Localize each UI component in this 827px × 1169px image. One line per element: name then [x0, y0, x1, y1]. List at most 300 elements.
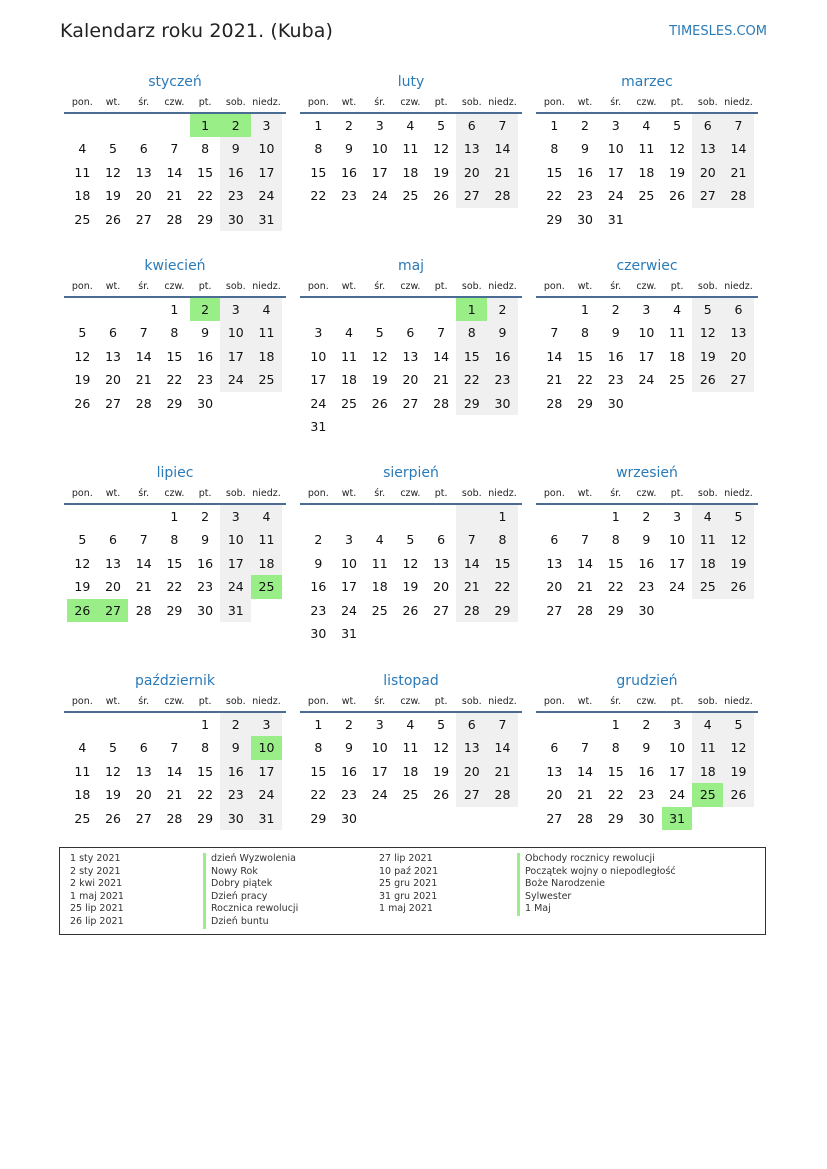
day-cell: 11 — [638, 141, 655, 157]
day-cell: 19 — [433, 763, 450, 779]
site-link[interactable]: TIMESLES.COM — [669, 24, 767, 39]
day-cell: 17 — [371, 164, 388, 180]
day-cell: 28 — [135, 602, 152, 618]
weekday-label: niedz. — [252, 487, 281, 499]
day-cell: 25 — [251, 575, 282, 598]
week-row — [64, 137, 286, 160]
month-title: czerwiec — [616, 258, 678, 274]
day-cell: 13 — [692, 137, 723, 160]
day-cell: 5 — [437, 717, 446, 732]
day-cell: 5 — [375, 325, 384, 341]
month-block — [64, 72, 286, 231]
week-row — [64, 321, 286, 344]
week-row — [300, 368, 522, 391]
weekday-label: pt. — [670, 695, 684, 707]
day-cell: 1 — [456, 298, 487, 321]
day-cell: 1 — [314, 118, 323, 133]
empty-day-cell — [395, 622, 426, 645]
weekday-label: pt. — [434, 695, 448, 707]
day-cell: 8 — [456, 321, 487, 344]
day-cell: 2 — [487, 298, 518, 321]
week-row — [300, 783, 522, 806]
legend-holiday-name: dzień Wyzwolenia — [211, 853, 296, 864]
week-row — [64, 783, 286, 806]
day-cell: 6 — [406, 325, 415, 341]
day-cell: 2 — [314, 532, 323, 548]
weekday-label: sob. — [697, 695, 718, 707]
weekday-header — [64, 92, 286, 112]
day-cell: 28 — [135, 395, 152, 411]
week-row — [536, 392, 758, 415]
day-cell: 22 — [310, 787, 327, 803]
day-cell: 3 — [220, 505, 251, 528]
day-cell: 5 — [109, 141, 117, 157]
day-cell: 6 — [723, 298, 754, 321]
day-cell: 7 — [139, 532, 148, 548]
day-cell: 12 — [723, 736, 754, 759]
day-cell: 27 — [98, 599, 129, 622]
empty-day-cell — [364, 505, 395, 528]
weekday-label: czw. — [164, 487, 185, 499]
day-cell: 23 — [487, 368, 518, 391]
day-cell: 13 — [105, 348, 121, 364]
day-cell: 6 — [456, 713, 487, 736]
empty-day-cell — [251, 392, 282, 415]
week-row — [300, 713, 522, 736]
day-cell: 29 — [166, 395, 183, 411]
day-cell: 24 — [669, 787, 686, 803]
week-row — [536, 368, 758, 391]
week-row — [64, 184, 286, 207]
day-cell: 30 — [220, 208, 251, 231]
day-cell: 13 — [546, 555, 563, 571]
day-cell: 12 — [433, 141, 450, 157]
day-cell: 11 — [341, 348, 357, 364]
legend-holiday-name: Sylwester — [525, 890, 572, 902]
weekday-label: niedz. — [724, 487, 753, 499]
day-cell: 30 — [487, 392, 518, 415]
empty-day-cell — [364, 807, 395, 830]
day-cell: 26 — [402, 602, 419, 618]
week-row — [300, 137, 522, 160]
week-row — [536, 783, 758, 806]
day-cell: 17 — [251, 161, 282, 184]
day-cell: 4 — [251, 298, 282, 321]
day-cell: 2 — [345, 118, 353, 133]
day-cell: 7 — [581, 532, 589, 548]
weekday-header — [536, 92, 758, 112]
day-cell: 24 — [251, 184, 282, 207]
day-cell: 13 — [402, 348, 419, 364]
day-cell: 13 — [433, 555, 450, 571]
day-cell: 5 — [78, 532, 87, 548]
weekday-label: wt. — [105, 280, 121, 292]
day-cell: 4 — [251, 505, 282, 528]
legend-date: 25 lip 2021 — [70, 903, 124, 915]
day-cell: 27 — [546, 810, 563, 826]
empty-day-cell — [303, 298, 334, 321]
empty-day-cell — [364, 622, 395, 645]
day-cell: 25 — [692, 783, 723, 806]
weekday-label: śr. — [610, 96, 622, 108]
day-cell: 23 — [577, 188, 593, 204]
week-row — [64, 807, 286, 830]
week-row — [300, 622, 522, 645]
week-row — [536, 114, 758, 137]
week-row — [64, 713, 286, 736]
day-cell: 1 — [190, 114, 221, 137]
day-cell: 11 — [74, 164, 91, 180]
week-row — [536, 736, 758, 759]
month-title: kwiecień — [144, 258, 206, 274]
legend-holiday-name: Nowy Rok — [211, 865, 258, 877]
day-cell: 17 — [251, 760, 282, 783]
weekday-label: pon. — [71, 487, 93, 499]
month-block — [536, 72, 758, 231]
day-cell: 4 — [78, 740, 87, 756]
day-cell: 6 — [139, 141, 148, 157]
day-cell: 28 — [577, 810, 593, 826]
week-row — [64, 368, 286, 391]
day-cell: 20 — [105, 579, 121, 595]
day-cell: 6 — [550, 740, 559, 756]
day-cell: 18 — [371, 579, 388, 595]
day-cell: 20 — [433, 579, 450, 595]
day-cell: 7 — [723, 114, 754, 137]
legend-dates-left — [70, 853, 124, 929]
weekday-label: pon. — [543, 280, 565, 292]
day-cell: 10 — [669, 532, 686, 548]
day-cell: 9 — [642, 532, 651, 548]
empty-day-cell — [487, 415, 518, 438]
day-cell: 19 — [669, 164, 686, 180]
empty-day-cell — [395, 807, 426, 830]
day-cell: 24 — [371, 787, 388, 803]
day-cell: 25 — [371, 602, 388, 618]
day-cell: 19 — [692, 345, 723, 368]
day-cell: 26 — [723, 783, 754, 806]
day-cell: 24 — [251, 783, 282, 806]
legend-holiday-name: Obchody rocznicy rewolucji — [525, 853, 655, 864]
day-cell: 3 — [611, 118, 620, 133]
day-cell: 16 — [607, 348, 624, 364]
day-cell: 19 — [105, 787, 121, 803]
empty-day-cell — [395, 298, 426, 321]
weekday-label: śr. — [610, 695, 622, 707]
week-row — [300, 599, 522, 622]
week-row — [64, 552, 286, 575]
day-cell: 10 — [371, 740, 388, 756]
day-cell: 7 — [487, 114, 518, 137]
day-cell: 12 — [669, 141, 686, 157]
month-title: marzec — [621, 74, 673, 90]
empty-day-cell — [456, 807, 487, 830]
empty-day-cell — [723, 392, 754, 415]
legend-date: 10 paź 2021 — [379, 865, 439, 877]
week-row — [300, 552, 522, 575]
day-cell: 14 — [487, 137, 518, 160]
day-cell: 22 — [607, 579, 624, 595]
day-cell: 25 — [341, 395, 357, 411]
week-row — [64, 760, 286, 783]
weekday-label: sob. — [225, 695, 246, 707]
legend-date: 25 gru 2021 — [379, 878, 438, 890]
weekday-label: sob. — [225, 487, 246, 499]
day-cell: 15 — [197, 164, 214, 180]
day-cell: 27 — [402, 395, 419, 411]
weekday-header — [536, 483, 758, 503]
day-cell: 21 — [135, 579, 152, 595]
day-cell: 26 — [692, 368, 723, 391]
day-cell: 7 — [170, 740, 179, 756]
day-cell: 21 — [577, 579, 593, 595]
day-cell: 13 — [546, 763, 563, 779]
legend-dates-right — [379, 853, 438, 916]
day-cell: 9 — [220, 736, 251, 759]
week-row — [64, 114, 286, 137]
week-row — [536, 345, 758, 368]
week-row — [536, 137, 758, 160]
empty-day-cell — [570, 713, 601, 736]
day-cell: 9 — [581, 141, 589, 157]
day-cell: 15 — [310, 763, 327, 779]
month-block — [64, 463, 286, 622]
legend-holiday-name: Dzień pracy — [211, 890, 268, 902]
week-row — [536, 760, 758, 783]
day-cell: 15 — [607, 763, 624, 779]
day-cell: 13 — [135, 763, 152, 779]
day-cell: 5 — [109, 740, 117, 756]
week-row — [64, 161, 286, 184]
day-cell: 10 — [310, 348, 327, 364]
weekday-label: pt. — [434, 280, 448, 292]
empty-day-cell — [662, 392, 693, 415]
day-cell: 24 — [220, 368, 251, 391]
day-cell: 20 — [546, 787, 563, 803]
day-cell: 17 — [220, 552, 251, 575]
week-row — [64, 208, 286, 231]
day-cell: 4 — [78, 141, 87, 157]
empty-day-cell — [251, 599, 282, 622]
day-cell: 11 — [74, 763, 91, 779]
day-cell: 31 — [662, 807, 693, 830]
day-cell: 15 — [197, 763, 214, 779]
day-cell: 11 — [402, 740, 419, 756]
empty-day-cell — [128, 713, 159, 736]
legend-holiday-name: Dzień buntu — [211, 915, 269, 927]
month-block — [300, 463, 522, 645]
day-cell: 1 — [487, 505, 518, 528]
day-cell: 18 — [341, 372, 357, 388]
day-cell: 8 — [314, 141, 323, 157]
day-cell: 6 — [109, 325, 117, 341]
weekday-label: niedz. — [724, 695, 753, 707]
day-cell: 30 — [197, 395, 214, 411]
month-title: styczeń — [148, 74, 202, 90]
empty-day-cell — [570, 505, 601, 528]
weekday-label: wt. — [105, 96, 121, 108]
day-cell: 22 — [166, 372, 183, 388]
day-cell: 1 — [314, 717, 323, 732]
day-cell: 8 — [201, 740, 210, 756]
empty-day-cell — [98, 505, 129, 528]
day-cell: 10 — [371, 141, 388, 157]
day-cell: 25 — [74, 211, 91, 227]
day-cell: 11 — [692, 736, 723, 759]
day-cell: 28 — [433, 395, 450, 411]
day-cell: 6 — [437, 532, 446, 548]
day-cell: 28 — [487, 184, 518, 207]
empty-day-cell — [334, 415, 365, 438]
day-cell: 11 — [692, 528, 723, 551]
day-cell: 16 — [638, 555, 655, 571]
empty-day-cell — [426, 807, 457, 830]
weekday-label: czw. — [164, 96, 185, 108]
month-block — [64, 671, 286, 830]
weekday-label: pon. — [307, 280, 329, 292]
week-row — [300, 528, 522, 551]
day-cell: 24 — [638, 372, 655, 388]
day-cell: 23 — [341, 787, 357, 803]
empty-day-cell — [67, 505, 98, 528]
day-cell: 21 — [166, 188, 183, 204]
week-row — [536, 599, 758, 622]
weekday-label: wt. — [341, 487, 357, 499]
day-cell: 27 — [135, 810, 152, 826]
day-cell: 7 — [550, 325, 559, 341]
day-cell: 29 — [197, 211, 214, 227]
day-cell: 21 — [456, 575, 487, 598]
day-cell: 15 — [456, 345, 487, 368]
day-cell: 22 — [197, 787, 214, 803]
day-cell: 10 — [220, 528, 251, 551]
weekday-header — [64, 276, 286, 296]
day-cell: 5 — [723, 713, 754, 736]
day-cell: 17 — [371, 763, 388, 779]
holiday-legend — [59, 847, 766, 935]
day-cell: 8 — [201, 141, 210, 157]
month-title: lipiec — [156, 465, 194, 481]
day-cell: 30 — [220, 807, 251, 830]
empty-day-cell — [364, 298, 395, 321]
weekday-header — [300, 691, 522, 711]
day-cell: 9 — [220, 137, 251, 160]
day-cell: 27 — [456, 184, 487, 207]
weekday-label: wt. — [577, 280, 593, 292]
day-cell: 26 — [74, 395, 91, 411]
weekday-label: pon. — [307, 695, 329, 707]
day-cell: 19 — [402, 579, 419, 595]
week-row — [64, 505, 286, 528]
day-cell: 19 — [74, 579, 91, 595]
empty-day-cell — [98, 713, 129, 736]
day-cell: 14 — [456, 552, 487, 575]
day-cell: 26 — [669, 188, 686, 204]
day-cell: 12 — [105, 763, 121, 779]
weekday-label: wt. — [105, 695, 121, 707]
day-cell: 31 — [251, 807, 282, 830]
day-cell: 13 — [105, 555, 121, 571]
day-cell: 20 — [456, 760, 487, 783]
day-cell: 3 — [673, 717, 682, 732]
day-cell: 28 — [723, 184, 754, 207]
day-cell: 19 — [371, 372, 388, 388]
day-cell: 14 — [577, 555, 593, 571]
day-cell: 14 — [166, 763, 183, 779]
day-cell: 1 — [201, 717, 210, 732]
weekday-label: pon. — [307, 96, 329, 108]
day-cell: 12 — [74, 348, 91, 364]
day-cell: 26 — [433, 188, 450, 204]
day-cell: 7 — [139, 325, 148, 341]
empty-day-cell — [128, 114, 159, 137]
day-cell: 21 — [487, 161, 518, 184]
weekday-label: sob. — [461, 487, 482, 499]
weekday-label: wt. — [577, 487, 593, 499]
day-cell: 8 — [611, 740, 620, 756]
day-cell: 11 — [669, 325, 686, 341]
day-cell: 29 — [310, 810, 327, 826]
day-cell: 13 — [135, 164, 152, 180]
day-cell: 18 — [669, 348, 686, 364]
empty-day-cell — [692, 599, 723, 622]
day-cell: 12 — [402, 555, 419, 571]
day-cell: 13 — [456, 736, 487, 759]
day-cell: 4 — [642, 118, 651, 133]
empty-day-cell — [303, 505, 334, 528]
day-cell: 9 — [201, 325, 210, 341]
day-cell: 4 — [692, 713, 723, 736]
month-block — [300, 256, 522, 438]
weekday-header — [64, 691, 286, 711]
day-cell: 21 — [577, 787, 593, 803]
day-cell: 16 — [341, 763, 357, 779]
day-cell: 10 — [251, 736, 282, 759]
weekday-label: sob. — [697, 487, 718, 499]
day-cell: 2 — [642, 717, 651, 732]
day-cell: 15 — [310, 164, 327, 180]
week-row — [64, 298, 286, 321]
week-row — [64, 392, 286, 415]
day-cell: 3 — [642, 302, 651, 317]
weekday-label: sob. — [461, 280, 482, 292]
day-cell: 18 — [692, 552, 723, 575]
weekday-label: śr. — [138, 96, 150, 108]
weekday-label: niedz. — [252, 280, 281, 292]
day-cell: 1 — [170, 302, 179, 317]
empty-day-cell — [220, 392, 251, 415]
day-cell: 15 — [166, 555, 183, 571]
day-cell: 28 — [166, 211, 183, 227]
day-cell: 18 — [251, 552, 282, 575]
day-cell: 12 — [723, 528, 754, 551]
legend-holiday-name: Rocznica rewolucji — [211, 903, 299, 915]
day-cell: 30 — [638, 810, 655, 826]
day-cell: 31 — [607, 211, 624, 227]
day-cell: 8 — [611, 532, 620, 548]
empty-day-cell — [426, 505, 457, 528]
day-cell: 1 — [170, 509, 179, 524]
day-cell: 3 — [345, 532, 353, 548]
legend-holiday-name: Dobry piątek — [211, 878, 273, 890]
weekday-label: śr. — [374, 695, 386, 707]
week-row — [64, 736, 286, 759]
empty-day-cell — [539, 298, 570, 321]
day-cell: 10 — [607, 141, 624, 157]
day-cell: 30 — [310, 625, 327, 641]
day-cell: 2 — [201, 509, 210, 524]
week-row — [536, 184, 758, 207]
